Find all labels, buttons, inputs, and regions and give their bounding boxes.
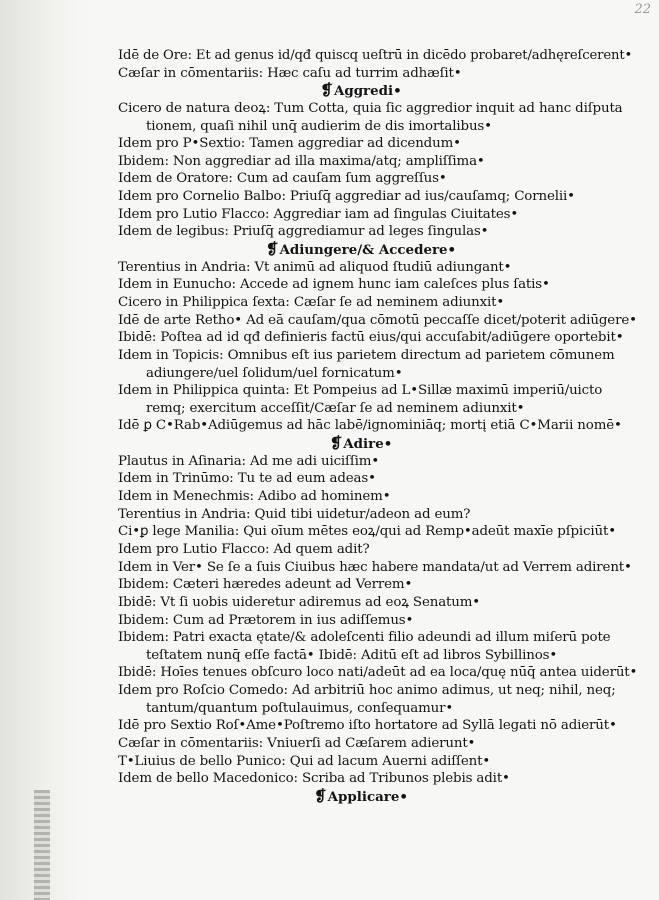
text-line: Idem pro Roſcio Comedo: Ad arbitriū hoc animo adimus, ut neq; nihil, neq; — [118, 683, 616, 699]
text-line: Ibidē: Vt ſi uobis uideretur adiremus ad eoꝝ Senatum• — [118, 594, 481, 610]
text-line: Ibidem: Cum ad Prætorem in ius adiſſemus• — [118, 612, 414, 628]
text-line-continuation: tionem, quaſi nihil unq̄ audierim de dis imortalibus• — [146, 118, 492, 134]
text-line: Idem in Menechmis: Adibo ad hominem• — [118, 489, 391, 505]
text-line: Idem in Trinūmo: Tu te ad eum adeas• — [118, 471, 376, 487]
text-line: Idem in Ver• Se ſe a ſuis Ciuibus hæc habere mandata/ut ad Verrem adirent• — [118, 559, 632, 575]
text-line-continuation: tantum/quantum poſtulauimus, conſequamur• — [146, 700, 454, 716]
page-number: 22 — [634, 2, 651, 17]
text-line: T•Liuius de bello Punico: Qui ad lacum Auerni adiſſent• — [118, 753, 491, 769]
text-line: Idem pro Lutio Flacco: Aggrediar iam ad ſingulas Ciuitates• — [118, 206, 519, 222]
text-line: Ibidem: Patri exacta ętate/& adoleſcenti filio adeundi ad illum miſerū pote — [118, 630, 611, 646]
text-line: Idem pro P•Sextio: Tamen aggrediar ad dicendum• — [118, 136, 461, 152]
pilcrow-icon: ❡ — [329, 434, 343, 453]
heading-text: Applicare• — [327, 788, 408, 805]
heading-text: Aggredi• — [333, 83, 402, 100]
section-heading — [118, 435, 604, 453]
text-line: Plautus in Aſinaria: Ad me adi uiciſſim• — [118, 453, 380, 469]
heading-text: Adire• — [343, 436, 393, 453]
text-line: Idē ꝑ C•Rab•Adiūgemus ad hāc labē/ignominiāq; mortį etiā C•Marii nomē• — [118, 418, 622, 434]
section-heading — [118, 241, 604, 259]
text-line: Idem in Topicis: Omnibus eſt ius parietem directum ad parietem cōmunem — [118, 347, 615, 363]
pilcrow-icon: ❡ — [265, 240, 279, 259]
text-line: Idem pro Lutio Flacco: Ad quem adit? — [118, 541, 370, 557]
text-line: Terentius in Andria: Vt animū ad aliquod ſtudiū adiungant• — [118, 259, 512, 275]
text-line: Ibidē: Hoīes tenues obſcuro loco nati/adeūt ad ea loca/quę nūq̄ antea uiderūt• — [118, 665, 638, 681]
text-line-continuation: remq; exercitum acceſſit/Cæſar ſe ad neminem adiunxit• — [146, 400, 525, 416]
heading-text: Adiungere/& Accedere• — [279, 242, 457, 259]
text-line: Cicero in Philippica ſexta: Cæſar ſe ad neminem adiunxit• — [118, 294, 505, 310]
text-line: Idem de legibus: Priuſq̄ aggrediamur ad leges ſingulas• — [118, 224, 489, 240]
text-line: Idem de bello Macedonico: Scriba ad Tribunos plebis adit• — [118, 771, 510, 787]
text-line-continuation: teſtatem nunq̄ eſſe factā• Ibidē: Aditū eſt ad libros Sybillinos• — [146, 647, 558, 663]
text-line: Idē de Ore: Et ad genus id/qđ quiscq ueſtrū in dicēdo probaret/adhęreſcerent• — [118, 48, 633, 63]
text-line: Idē pro Sextio Roſ•Ame•Poſtremo iſto hortatore ad Syllā legati nō adierūt• — [118, 718, 617, 734]
pilcrow-icon: ❡ — [320, 81, 333, 100]
text-line: Terentius in Andria: Quid tibi uidetur/adeon ad eum? — [118, 506, 471, 522]
pilcrow-icon: ❡ — [314, 786, 327, 805]
section-heading — [118, 788, 604, 806]
text-line: Idē de arte Retho• Ad eā cauſam/qua cōmotū peccaſſe dicet/poterit adiūgere• — [118, 312, 637, 328]
page-gutter — [0, 0, 90, 900]
text-line: Ci•ꝑ lege Manilia: Qui oīum mētes eoꝝ/qui ad Remp•adeūt maxīe pſpiciūt• — [118, 524, 616, 540]
text-line: Idem pro Cornelio Balbo: Priuſq̄ aggrediar ad ius/cauſamq; Cornelii• — [118, 189, 575, 205]
binding-stain — [34, 790, 50, 900]
section-heading — [118, 82, 604, 100]
text-line: Ibidē: Poſtea ad id qđ definieris factū eius/qui accuſabit/adiūgere oportebit• — [118, 330, 624, 346]
text-line: Idem in Eunucho: Accede ad ignem hunc iam caleſces plus ſatis• — [118, 277, 550, 293]
text-line: Idem de Oratore: Cum ad cauſam ſum aggreſſus• — [118, 171, 447, 187]
text-line: Cæſar in cōmentariis: Hæc caſu ad turrim adhæſit• — [118, 65, 462, 81]
text-block — [118, 47, 638, 806]
text-line: Cæſar in cōmentariis: Vniuerſi ad Cæſarem adierunt• — [118, 735, 476, 751]
text-line-continuation: adiungere/uel ſolidum/uel fornicatum• — [146, 365, 403, 381]
text-line: Ibidem: Non aggrediar ad illa maxima/atq; ampliſſima• — [118, 153, 485, 169]
text-line: Ibidem: Cæteri hæredes adeunt ad Verrem• — [118, 577, 413, 593]
text-line: Cicero de natura deoꝝ: Tum Cotta, quia ſic aggredior inquit ad hanc diſputa — [118, 100, 623, 116]
text-line: Idem in Philippica quinta: Et Pompeius ad L•Sillæ maximū imperiū/uicto — [118, 383, 603, 399]
